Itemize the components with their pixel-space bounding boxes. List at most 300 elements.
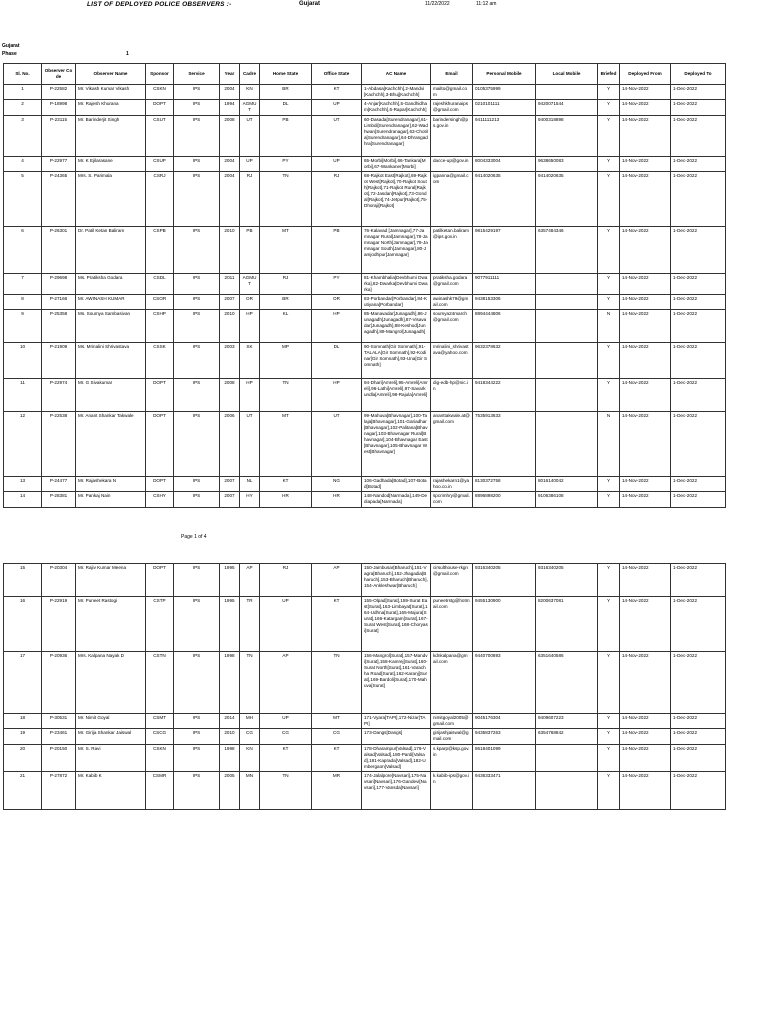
cell-service: IPS bbox=[174, 342, 220, 378]
cell-personal-mobile: 9418344222 bbox=[473, 378, 536, 411]
meta-phase-label: Phase bbox=[2, 51, 17, 57]
cell-personal-mobile: 0105375999 bbox=[473, 85, 536, 100]
cell-office-state: MR bbox=[312, 771, 362, 809]
cell-briefed: Y bbox=[598, 294, 620, 309]
cell-deployed-from: 14-Nov-2022 bbox=[620, 744, 671, 771]
cell-observer-name: Ms. Mrinalini Shrivastava bbox=[76, 342, 146, 378]
cell-deployed-from: 14-Nov-2022 bbox=[620, 226, 671, 273]
cell-ac-name: 1-Abdasa[Kachchh],2-Mandvi[Kachchh],3-Bhuj[Kachchh] bbox=[362, 85, 431, 100]
cell-deployed-from: 14-Nov-2022 bbox=[620, 411, 671, 476]
cell-sl-no: 2 bbox=[4, 99, 42, 115]
cell-sl-no: 20 bbox=[4, 744, 42, 771]
cell-email[interactable]: ananttakwale.at@gmail.com bbox=[431, 411, 473, 476]
cell-service: IPS bbox=[174, 294, 220, 309]
cell-briefed: Y bbox=[598, 491, 620, 507]
cell-local-mobile: 9409607223 bbox=[536, 714, 598, 729]
cell-briefed: Y bbox=[598, 378, 620, 411]
cell-observer-name: Mrs. Kalpana Nayak D bbox=[76, 652, 146, 714]
cell-local-mobile: 6354768842 bbox=[536, 728, 598, 744]
cell-office-state: HP bbox=[312, 309, 362, 342]
cell-home-state: HR bbox=[260, 491, 312, 507]
cell-sl-no: 13 bbox=[4, 476, 42, 491]
cell-deployed-to: 1-Dec-2022 bbox=[671, 115, 726, 156]
cell-email[interactable]: awinashk79@gmail.com bbox=[431, 294, 473, 309]
cell-deployed-from: 14-Nov-2022 bbox=[620, 564, 671, 597]
cell-local-mobile: 9106386108 bbox=[536, 491, 598, 507]
cell-deployed-from: 14-Nov-2022 bbox=[620, 171, 671, 226]
cell-deployed-from: 14-Nov-2022 bbox=[620, 309, 671, 342]
header-date: 11/22/2022 bbox=[425, 1, 450, 7]
cell-home-state: MT bbox=[260, 226, 312, 273]
cell-briefed: Y bbox=[598, 115, 620, 156]
cell-briefed: N bbox=[598, 309, 620, 342]
table-row bbox=[4, 714, 726, 729]
cell-year: 2008 bbox=[220, 378, 240, 411]
cell-ac-name: 60-Dasada[Surendranagar],61-Limbdi[Surendranagar],62-Wadhwan[Surendranagar],63-Chotila[Surendranagar],64-Dhrangadhra[Surendranagar] bbox=[362, 115, 431, 156]
cell-deployed-to: 1-Dec-2022 bbox=[671, 714, 726, 729]
cell-local-mobile: 9638650083 bbox=[536, 156, 598, 171]
cell-year: 2011 bbox=[220, 273, 240, 294]
table-row bbox=[4, 728, 726, 744]
cell-observer-code: P-25358 bbox=[42, 309, 76, 342]
cell-sl-no: 8 bbox=[4, 294, 42, 309]
cell-cadre: OR bbox=[240, 294, 260, 309]
cell-office-state: TN bbox=[312, 652, 362, 714]
cell-service: IPS bbox=[174, 273, 220, 294]
cell-ac-name: 174-Jalalpore[Navsari],175-Navsari[Navsari],176-Gandevi[Navsari],177-Vansda[Navsari] bbox=[362, 771, 431, 809]
cell-year: 1995 bbox=[220, 564, 240, 597]
cell-briefed: Y bbox=[598, 273, 620, 294]
cell-sl-no: 15 bbox=[4, 564, 42, 597]
cell-briefed: Y bbox=[598, 714, 620, 729]
cell-sponsor: CSRJ bbox=[146, 171, 174, 226]
cell-personal-mobile: 9435837263 bbox=[473, 728, 536, 744]
cell-email[interactable]: kdnkalpana@gmail.com bbox=[431, 652, 473, 714]
cell-year: 2004 bbox=[220, 171, 240, 226]
cell-home-state: AP bbox=[260, 652, 312, 714]
cell-observer-code: P-20936 bbox=[42, 652, 76, 714]
cell-email[interactable]: rajeshkhuranaips@gmail.com bbox=[431, 99, 473, 115]
cell-sponsor: CSOR bbox=[146, 294, 174, 309]
cell-home-state: MT bbox=[260, 411, 312, 476]
cell-deployed-from: 14-Nov-2022 bbox=[620, 273, 671, 294]
cell-year: 2007 bbox=[220, 491, 240, 507]
cell-sponsor: CSTN bbox=[146, 652, 174, 714]
cell-sl-no: 6 bbox=[4, 226, 42, 273]
cell-email[interactable]: barindersingh@ps.gov.in bbox=[431, 115, 473, 156]
cell-observer-name: Mr. Girija Shankar Jaiswal bbox=[76, 728, 146, 744]
cell-home-state: PB bbox=[260, 115, 312, 156]
cell-year: 2008 bbox=[220, 115, 240, 156]
cell-service: IPS bbox=[174, 226, 220, 273]
cell-sponsor: CSKN bbox=[146, 744, 174, 771]
cell-personal-mobile: 9077911111 bbox=[473, 273, 536, 294]
cell-office-state: MT bbox=[312, 714, 362, 729]
table-row bbox=[4, 99, 726, 115]
cell-email[interactable]: pratiksha.godara@gmail.com bbox=[431, 273, 473, 294]
cell-office-state: NG bbox=[312, 476, 362, 491]
cell-email[interactable]: spcrimhry@gmail.com bbox=[431, 491, 473, 507]
cell-personal-mobile: 9414020635 bbox=[473, 171, 536, 226]
cell-deployed-from: 14-Nov-2022 bbox=[620, 342, 671, 378]
cell-office-state: UT bbox=[312, 411, 362, 476]
cell-local-mobile: 9400318898 bbox=[536, 115, 598, 156]
cell-observer-name: Mr. Anant Shankar Takwale bbox=[76, 411, 146, 476]
cell-office-state: HP bbox=[312, 378, 362, 411]
cell-deployed-to: 1-Dec-2022 bbox=[671, 744, 726, 771]
cell-email[interactable]: dig-edb-hp@nic.in bbox=[431, 378, 473, 411]
column-header-home-state: Home State bbox=[260, 64, 312, 85]
observers-table-page1 bbox=[3, 63, 726, 508]
cell-office-state: UP bbox=[312, 99, 362, 115]
cell-observer-code: P-22538 bbox=[42, 411, 76, 476]
cell-cadre: TR bbox=[240, 597, 260, 652]
cell-service: IPS bbox=[174, 171, 220, 226]
cell-email[interactable]: dacce-up@gov.in bbox=[431, 156, 473, 171]
cell-home-state: CG bbox=[260, 728, 312, 744]
cell-observer-name: Mr. Nimit Goyal bbox=[76, 714, 146, 729]
cell-year: 2010 bbox=[220, 226, 240, 273]
cell-personal-mobile: 8894444806 bbox=[473, 309, 536, 342]
cell-year: 2006 bbox=[220, 411, 240, 476]
cell-email[interactable]: mrinalini_shrivastava@yahoo.com bbox=[431, 342, 473, 378]
column-header-personal-mobile: Personal Mobile bbox=[473, 64, 536, 85]
cell-email[interactable]: mailto@gmail.com bbox=[431, 85, 473, 100]
cell-deployed-to: 1-Dec-2022 bbox=[671, 728, 726, 744]
cell-ac-name: 178-Dharampur[Valsad],179-Valsad[Valsad],180-Pardi[Valsad],181-Kaprada[Valsad],182-Umbergaon[Valsad] bbox=[362, 744, 431, 771]
cell-briefed: Y bbox=[598, 226, 620, 273]
cell-home-state: UP bbox=[260, 714, 312, 729]
cell-deployed-to: 1-Dec-2022 bbox=[671, 771, 726, 809]
cell-deployed-from: 14-Nov-2022 bbox=[620, 115, 671, 156]
cell-office-state: UP bbox=[312, 156, 362, 171]
cell-email[interactable]: cirsulthouse-rkgn@gmail.com bbox=[431, 564, 473, 597]
cell-deployed-from: 14-Nov-2022 bbox=[620, 714, 671, 729]
table-row bbox=[4, 771, 726, 809]
cell-sponsor: CSPB bbox=[146, 226, 174, 273]
cell-office-state: PY bbox=[312, 273, 362, 294]
cell-cadre: PB bbox=[240, 226, 260, 273]
cell-deployed-from: 14-Nov-2022 bbox=[620, 294, 671, 309]
cell-ac-name: 65-Morbi[Morbi],66-Tankara[Morbi],67-Wankaner[Morbi] bbox=[362, 156, 431, 171]
column-header-year: Year bbox=[220, 64, 240, 85]
cell-sl-no: 12 bbox=[4, 411, 42, 476]
cell-sponsor: CSCG bbox=[146, 728, 174, 744]
cell-briefed: Y bbox=[598, 476, 620, 491]
table-row bbox=[4, 597, 726, 652]
cell-home-state: TN bbox=[260, 771, 312, 809]
cell-observer-code: P-26301 bbox=[42, 226, 76, 273]
cell-year: 2005 bbox=[220, 771, 240, 809]
cell-office-state: HR bbox=[312, 491, 362, 507]
cell-year: 1998 bbox=[220, 744, 240, 771]
page-number: Page 1 of 4 bbox=[181, 534, 207, 540]
cell-email[interactable]: patilketan.baliram@ips.gov.in bbox=[431, 226, 473, 273]
cell-service: IPS bbox=[174, 564, 220, 597]
cell-year: 2014 bbox=[220, 714, 240, 729]
cell-deployed-to: 1-Dec-2022 bbox=[671, 597, 726, 652]
table-header-row bbox=[4, 64, 726, 85]
cell-sl-no: 1 bbox=[4, 85, 42, 100]
cell-sl-no: 16 bbox=[4, 597, 42, 652]
cell-personal-mobile: 9440700893 bbox=[473, 652, 536, 714]
cell-observer-name: Mr. Kabib K bbox=[76, 771, 146, 809]
cell-observer-name: Mr. AWINASH KUMAR bbox=[76, 294, 146, 309]
cell-service: IPS bbox=[174, 771, 220, 809]
cell-sponsor: DOPT bbox=[146, 99, 174, 115]
cell-briefed: N bbox=[598, 411, 620, 476]
cell-home-state: TN bbox=[260, 171, 312, 226]
cell-sl-no: 11 bbox=[4, 378, 42, 411]
cell-cadre: MN bbox=[240, 771, 260, 809]
cell-email[interactable]: soumya24march@gmail.com bbox=[431, 309, 473, 342]
cell-local-mobile: 6351640586 bbox=[536, 652, 598, 714]
table-row bbox=[4, 85, 726, 100]
cell-local-mobile: 6357484346 bbox=[536, 226, 598, 273]
cell-cadre: HY bbox=[240, 491, 260, 507]
cell-personal-mobile: 7535913633 bbox=[473, 411, 536, 476]
cell-cadre: SK bbox=[240, 342, 260, 378]
column-header-briefed: Briefed bbox=[598, 64, 620, 85]
cell-ac-name: 155-Olpad[Surat],159-Surat East[Surat],163-Limbayat[Surat],164-Udhna[Surat],165-Majura[Surat],166-Katargam[Surat],167-Surat West[Surat],168-Choryasi[Surat] bbox=[362, 597, 431, 652]
cell-briefed: Y bbox=[598, 85, 620, 100]
cell-deployed-to: 1-Dec-2022 bbox=[671, 294, 726, 309]
cell-sl-no: 19 bbox=[4, 728, 42, 744]
cell-year: 1998 bbox=[220, 652, 240, 714]
cell-ac-name: 173-Dangs[Dangs] bbox=[362, 728, 431, 744]
cell-local-mobile: 8200637081 bbox=[536, 597, 598, 652]
cell-year: 2004 bbox=[220, 85, 240, 100]
cell-cadre: AGMUT bbox=[240, 99, 260, 115]
column-header-sponsor: Sponsor bbox=[146, 64, 174, 85]
cell-sl-no: 4 bbox=[4, 156, 42, 171]
cell-personal-mobile: 9438153306 bbox=[473, 294, 536, 309]
cell-deployed-to: 1-Dec-2022 bbox=[671, 491, 726, 507]
cell-ac-name: 171-Vyara[TAPI],172-Nizar[TAPI] bbox=[362, 714, 431, 729]
cell-briefed: Y bbox=[598, 156, 620, 171]
column-header-local-mobile: Local Mobile bbox=[536, 64, 598, 85]
column-header-observer-name: Observer Name bbox=[76, 64, 146, 85]
cell-email[interactable]: s.kparp@ksp.gov.in bbox=[431, 744, 473, 771]
cell-local-mobile bbox=[536, 342, 598, 378]
cell-observer-code: P-22582 bbox=[42, 85, 76, 100]
cell-office-state: OR bbox=[312, 294, 362, 309]
cell-cadre: MH bbox=[240, 714, 260, 729]
cell-year: 2010 bbox=[220, 728, 240, 744]
cell-cadre: CG bbox=[240, 728, 260, 744]
cell-ac-name: 85-Manavadar[Junagadh],86-Junagadh[Junagadh],87-Visavadar[Junagadh],88-Keshod[Junagadh],89-Mangrol[Junagadh] bbox=[362, 309, 431, 342]
cell-year: 1995 bbox=[220, 597, 240, 652]
cell-briefed: Y bbox=[598, 771, 620, 809]
cell-cadre: RJ bbox=[240, 171, 260, 226]
cell-home-state: RJ bbox=[260, 564, 312, 597]
cell-personal-mobile: 8618401099 bbox=[473, 744, 536, 771]
cell-personal-mobile: 8896898200 bbox=[473, 491, 536, 507]
cell-home-state: BR bbox=[260, 294, 312, 309]
cell-sponsor: DOPT bbox=[146, 564, 174, 597]
cell-year: 2004 bbox=[220, 156, 240, 171]
cell-email[interactable]: puneetrstg@hotmail.com bbox=[431, 597, 473, 652]
cell-local-mobile: 8016140042 bbox=[536, 476, 598, 491]
cell-briefed: Y bbox=[598, 342, 620, 378]
cell-home-state: PY bbox=[260, 156, 312, 171]
cell-sponsor: CSHP bbox=[146, 309, 174, 342]
cell-observer-name: Mr. Rajashekara N bbox=[76, 476, 146, 491]
cell-year: 1994 bbox=[220, 99, 240, 115]
cell-home-state: KT bbox=[260, 744, 312, 771]
cell-service: IPS bbox=[174, 714, 220, 729]
cell-briefed: Y bbox=[598, 171, 620, 226]
cell-local-mobile bbox=[536, 771, 598, 809]
cell-sl-no: 3 bbox=[4, 115, 42, 156]
cell-deployed-to: 1-Dec-2022 bbox=[671, 273, 726, 294]
cell-sponsor: CSDL bbox=[146, 273, 174, 294]
cell-service: IPS bbox=[174, 156, 220, 171]
cell-deployed-from: 14-Nov-2022 bbox=[620, 99, 671, 115]
cell-cadre: KN bbox=[240, 85, 260, 100]
cell-email[interactable]: girijashjaiswal@gmail.com bbox=[431, 728, 473, 744]
cell-email[interactable]: igpanna@gmail.com bbox=[431, 171, 473, 226]
cell-ac-name: 156-Mangrol[Surat],157-Mandvi[Surat],158-Kamrej[Surat],160-Surat North[Surat],161-Varachha Road[Surat],162-Karanj[Surat],169-Bardoli[Surat],170-Mahuva[Surat] bbox=[362, 652, 431, 714]
cell-home-state: TN bbox=[260, 378, 312, 411]
cell-deployed-from: 14-Nov-2022 bbox=[620, 156, 671, 171]
cell-local-mobile bbox=[536, 273, 598, 294]
cell-observer-code: P-23461 bbox=[42, 728, 76, 744]
cell-office-state: KT bbox=[312, 85, 362, 100]
table-row bbox=[4, 744, 726, 771]
meta-state: Gujarat bbox=[2, 43, 20, 49]
cell-service: IPS bbox=[174, 309, 220, 342]
cell-observer-code: P-18998 bbox=[42, 99, 76, 115]
cell-service: IPS bbox=[174, 652, 220, 714]
cell-home-state: UP bbox=[260, 597, 312, 652]
cell-sl-no: 17 bbox=[4, 652, 42, 714]
cell-local-mobile: 9316340205 bbox=[536, 564, 598, 597]
cell-deployed-to: 1-Dec-2022 bbox=[671, 342, 726, 378]
cell-home-state: BR bbox=[260, 85, 312, 100]
cell-sponsor: CSMT bbox=[146, 714, 174, 729]
cell-service: IPS bbox=[174, 476, 220, 491]
cell-service: IPS bbox=[174, 597, 220, 652]
table-row bbox=[4, 411, 726, 476]
cell-ac-name: 94-Dhari[Amreli],95-Amreli[Amreli],96-Lathi[Amreli],97-Savarkundla[Amreli],98-Rajula[Amreli] bbox=[362, 378, 431, 411]
table-row bbox=[4, 273, 726, 294]
column-header-cadre: Cadre bbox=[240, 64, 260, 85]
cell-local-mobile bbox=[536, 378, 598, 411]
cell-sl-no: 7 bbox=[4, 273, 42, 294]
cell-deployed-from: 14-Nov-2022 bbox=[620, 597, 671, 652]
cell-observer-code: P-24477 bbox=[42, 476, 76, 491]
cell-cadre: HP bbox=[240, 378, 260, 411]
cell-email[interactable]: rajashekarn1@yahoo.co.in bbox=[431, 476, 473, 491]
cell-observer-name: Mr. K Ejilarasane bbox=[76, 156, 146, 171]
cell-sponsor: CSUT bbox=[146, 115, 174, 156]
cell-office-state: CG bbox=[312, 728, 362, 744]
header-time: 11:12 am bbox=[476, 1, 497, 7]
cell-sl-no: 18 bbox=[4, 714, 42, 729]
cell-deployed-from: 14-Nov-2022 bbox=[620, 652, 671, 714]
cell-observer-code: P-22974 bbox=[42, 378, 76, 411]
cell-service: IPS bbox=[174, 491, 220, 507]
cell-personal-mobile: 0210101111 bbox=[473, 99, 536, 115]
cell-office-state: KT bbox=[312, 744, 362, 771]
cell-cadre: HP bbox=[240, 309, 260, 342]
cell-sponsor: CSUP bbox=[146, 156, 174, 171]
cell-email[interactable]: nimitgoyal2005@gmail.com bbox=[431, 714, 473, 729]
cell-observer-code: P-27872 bbox=[42, 771, 76, 809]
header-state: Gujarat bbox=[299, 1, 321, 7]
cell-ac-name: 90-Somnath[Gir Somnath],91-TALALA[Gir Somnath],92-Kodinar[Gir Somnath],93-Una[Gir Somnath] bbox=[362, 342, 431, 378]
cell-observer-code: P-30531 bbox=[42, 714, 76, 729]
cell-service: IPS bbox=[174, 378, 220, 411]
column-header-observer-code: Observer Code bbox=[42, 64, 76, 85]
cell-observer-name: Mr. Pankaj Nain bbox=[76, 491, 146, 507]
cell-office-state: UT bbox=[312, 115, 362, 156]
cell-deployed-to: 1-Dec-2022 bbox=[671, 378, 726, 411]
table-row bbox=[4, 342, 726, 378]
table-row bbox=[4, 294, 726, 309]
table-row bbox=[4, 476, 726, 491]
cell-sponsor: CSSK bbox=[146, 342, 174, 378]
cell-local-mobile bbox=[536, 744, 598, 771]
cell-deployed-from: 14-Nov-2022 bbox=[620, 476, 671, 491]
cell-personal-mobile: 9632378632 bbox=[473, 342, 536, 378]
cell-office-state: AP bbox=[312, 564, 362, 597]
cell-deployed-to: 1-Dec-2022 bbox=[671, 226, 726, 273]
document-title: LIST OF DEPLOYED POLICE OBSERVERS :- bbox=[87, 1, 232, 8]
cell-local-mobile: 9420071544 bbox=[536, 99, 598, 115]
column-header-ac-name: AC Name bbox=[362, 64, 431, 85]
cell-briefed: Y bbox=[598, 99, 620, 115]
table-row bbox=[4, 156, 726, 171]
cell-observer-name: Dr. Patil Ketan Baliram bbox=[76, 226, 146, 273]
cell-office-state: RJ bbox=[312, 171, 362, 226]
cell-sponsor: DOPT bbox=[146, 378, 174, 411]
cell-service: IPS bbox=[174, 744, 220, 771]
cell-home-state: KT bbox=[260, 476, 312, 491]
cell-briefed: Y bbox=[598, 564, 620, 597]
cell-observer-code: P-23115 bbox=[42, 115, 76, 156]
cell-personal-mobile: 8004333004 bbox=[473, 156, 536, 171]
cell-deployed-to: 1-Dec-2022 bbox=[671, 652, 726, 714]
cell-observer-name: Mr. S. Ravi bbox=[76, 744, 146, 771]
cell-observer-name: Mr. Rajiv Kumar Meena bbox=[76, 564, 146, 597]
column-header-sl-no: Sl. No. bbox=[4, 64, 42, 85]
cell-service: IPS bbox=[174, 85, 220, 100]
column-header-deployed-from: Deployed From bbox=[620, 64, 671, 85]
cell-local-mobile bbox=[536, 309, 598, 342]
cell-observer-code: P-28381 bbox=[42, 491, 76, 507]
cell-email[interactable]: k.kabib-ips@gov.in bbox=[431, 771, 473, 809]
cell-cadre: UT bbox=[240, 411, 260, 476]
cell-deployed-from: 14-Nov-2022 bbox=[620, 491, 671, 507]
cell-sl-no: 21 bbox=[4, 771, 42, 809]
cell-observer-name: Ms. Soumya Sambasivan bbox=[76, 309, 146, 342]
cell-deployed-to: 1-Dec-2022 bbox=[671, 99, 726, 115]
cell-deployed-to: 1-Dec-2022 bbox=[671, 85, 726, 100]
cell-ac-name: 148-Nandod[Narmada],149-Dediapada[Narmada] bbox=[362, 491, 431, 507]
cell-deployed-from: 14-Nov-2022 bbox=[620, 728, 671, 744]
cell-personal-mobile: 9455130900 bbox=[473, 597, 536, 652]
cell-sl-no: 14 bbox=[4, 491, 42, 507]
cell-sponsor: CSMR bbox=[146, 771, 174, 809]
cell-personal-mobile: 9815429197 bbox=[473, 226, 536, 273]
cell-ac-name: 106-Gadhada[Botad],107-Botad[Botad] bbox=[362, 476, 431, 491]
cell-ac-name: 83-Porbandar[Porbandar],84-Kutiyana[Porbandar] bbox=[362, 294, 431, 309]
cell-deployed-from: 14-Nov-2022 bbox=[620, 85, 671, 100]
table-row bbox=[4, 115, 726, 156]
table-row bbox=[4, 491, 726, 507]
